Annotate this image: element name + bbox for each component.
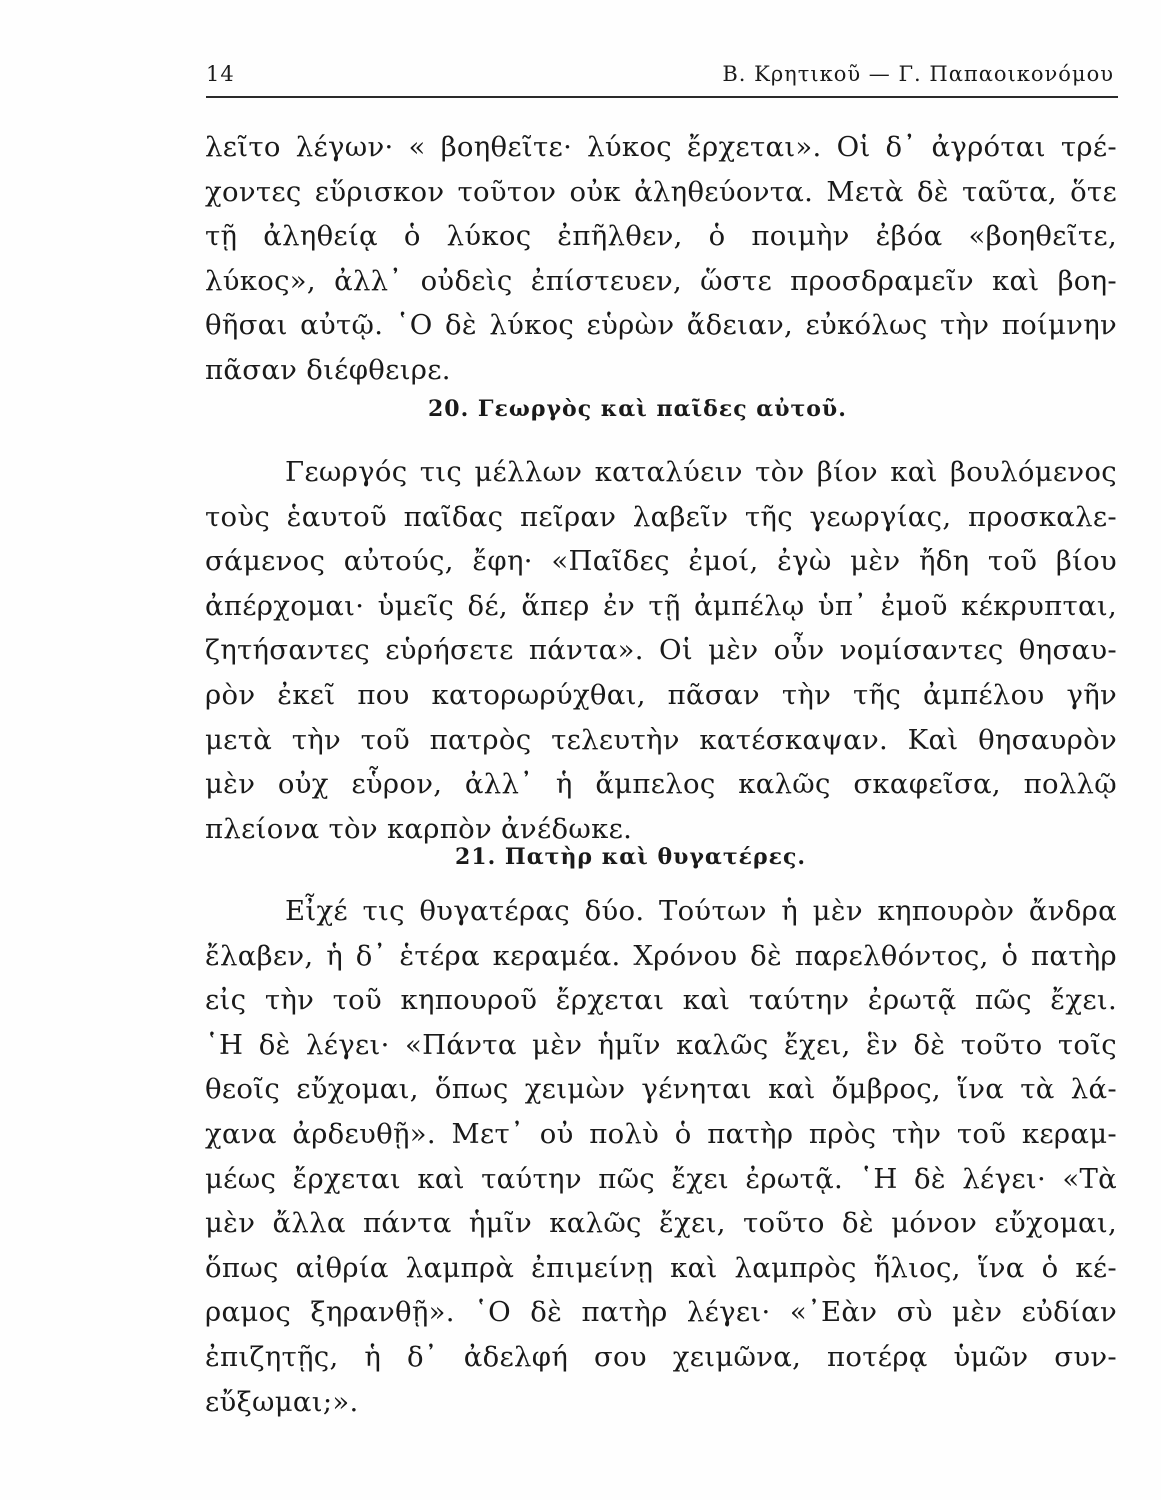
text-line: Γεωργός τις μέλλων καταλύειν τὸν βίον καὶ βουλόμενος bbox=[285, 456, 1117, 488]
text-line: θῆσαι αὐτῷ. ῾Ο δὲ λύκος εὑρὼν ἄδειαν, εὐκόλως τὴν ποίμνην bbox=[205, 309, 1117, 342]
text-line: λύκος», ἀλλ᾿ οὐδεὶς ἐπίστευεν, ὥστε προσδραμεῖν καὶ βοη- bbox=[205, 264, 1117, 297]
fable-21-title: 21. Πατὴρ καὶ θυγατέρες. bbox=[455, 844, 807, 870]
text-line: ζητήσαντες εὑρήσετε πάντα». Οἱ μὲν οὖν νομίσαντες θησαυ- bbox=[205, 634, 1117, 667]
fable-20-title: 20. Γεωργὸς καὶ παῖδες αὐτοῦ. bbox=[428, 396, 847, 422]
text-line: Εἶχέ τις θυγατέρας δύο. Τούτων ἡ μὲν κηπουρὸν ἄνδρα bbox=[285, 895, 1117, 927]
text-line: ἐπιζητῇς, ἡ δ᾿ ἀδελφή σου χειμῶνα, ποτέρᾳ ὑμῶν συν- bbox=[205, 1340, 1117, 1373]
fable-19-text bbox=[205, 125, 1117, 393]
text-line: πλείονα τὸν καρπὸν ἀνέδωκε. bbox=[205, 812, 633, 845]
text-line: μέως ἔρχεται καὶ ταύτην πῶς ἔχει ἐρωτᾷ. ῾Η δὲ λέγει· «Τὰ bbox=[205, 1162, 1117, 1195]
text-line: ῾Η δὲ λέγει· «Πάντα μὲν ἡμῖν καλῶς ἔχει, ἓν δὲ τοῦτο τοῖς bbox=[205, 1028, 1117, 1061]
text-line: μὲν ἄλλα πάντα ἡμῖν καλῶς ἔχει, τοῦτο δὲ μόνον εὔχομαι, bbox=[205, 1207, 1117, 1240]
text-line: τῇ ἀληθείᾳ ὁ λύκος ἐπῆλθεν, ὁ ποιμὴν ἐβόα «βοηθεῖτε, bbox=[205, 220, 1117, 253]
text-line: ὅπως αἰθρία λαμπρὰ ἐπιμείνῃ καὶ λαμπρὸς ἥλιος, ἵνα ὁ κέ- bbox=[205, 1251, 1117, 1284]
text-line: λεῖτο λέγων· « βοηθεῖτε· λύκος ἔρχεται». Οἱ δ᾿ ἀγρόται τρέ- bbox=[205, 131, 1117, 163]
text-line: ἔλαβεν, ἡ δ᾿ ἑτέρα κεραμέα. Χρόνου δὲ παρελθόντος, ὁ πατὴρ bbox=[205, 939, 1117, 972]
text-line: χανα ἀρδευθῇ». Μετ᾿ οὐ πολὺ ὁ πατὴρ πρὸς τὴν τοῦ κεραμ- bbox=[205, 1117, 1117, 1150]
text-line: χοντες εὕρισκον τοῦτον οὐκ ἀληθεύοντα. Μετὰ δὲ ταῦτα, ὅτε bbox=[205, 175, 1117, 208]
running-title: Β. Κρητικοῦ — Γ. Παπαοικονόμου bbox=[722, 62, 1114, 86]
page-number: 14 bbox=[206, 62, 235, 86]
running-head bbox=[206, 60, 1118, 98]
text-line: μετὰ τὴν τοῦ πατρὸς τελευτὴν κατέσκαψαν. Καὶ θησαυρὸν bbox=[205, 723, 1117, 756]
text-line: ρὸν ἐκεῖ που κατορωρύχθαι, πᾶσαν τὴν τῆς ἀμπέλου γῆν bbox=[205, 678, 1117, 711]
text-line: ἀπέρχομαι· ὑμεῖς δέ, ἅπερ ἐν τῇ ἀμπέλῳ ὑπ᾿ ἐμοῦ κέκρυπται, bbox=[205, 589, 1117, 622]
text-line: εὔξωμαι;». bbox=[205, 1385, 359, 1418]
text-line: ραμος ξηρανθῇ». ῾Ο δὲ πατὴρ λέγει· «᾿Εὰν σὺ μὲν εὐδίαν bbox=[205, 1296, 1117, 1329]
text-line: τοὺς ἑαυτοῦ παῖδας πεῖραν λαβεῖν τῆς γεωργίας, προσκαλε- bbox=[205, 500, 1117, 533]
text-line: σάμενος αὐτούς, ἔφη· «Παῖδες ἐμοί, ἐγὼ μὲν ἤδη τοῦ βίου bbox=[205, 545, 1117, 578]
text-line: πᾶσαν διέφθειρε. bbox=[205, 353, 451, 386]
text-line: μὲν οὐχ εὗρον, ἀλλ᾿ ἡ ἄμπελος καλῶς σκαφεῖσα, πολλῷ bbox=[205, 768, 1117, 801]
text-line: θεοῖς εὔχομαι, ὅπως χειμὼν γένηται καὶ ὄμβρος, ἵνα τὰ λά- bbox=[205, 1073, 1117, 1106]
fable-21-text bbox=[205, 889, 1117, 1424]
text-line: εἰς τὴν τοῦ κηπουροῦ ἔρχεται καὶ ταύτην ἐρωτᾷ πῶς ἔχει. bbox=[205, 984, 1117, 1017]
fable-20-text bbox=[205, 450, 1117, 851]
